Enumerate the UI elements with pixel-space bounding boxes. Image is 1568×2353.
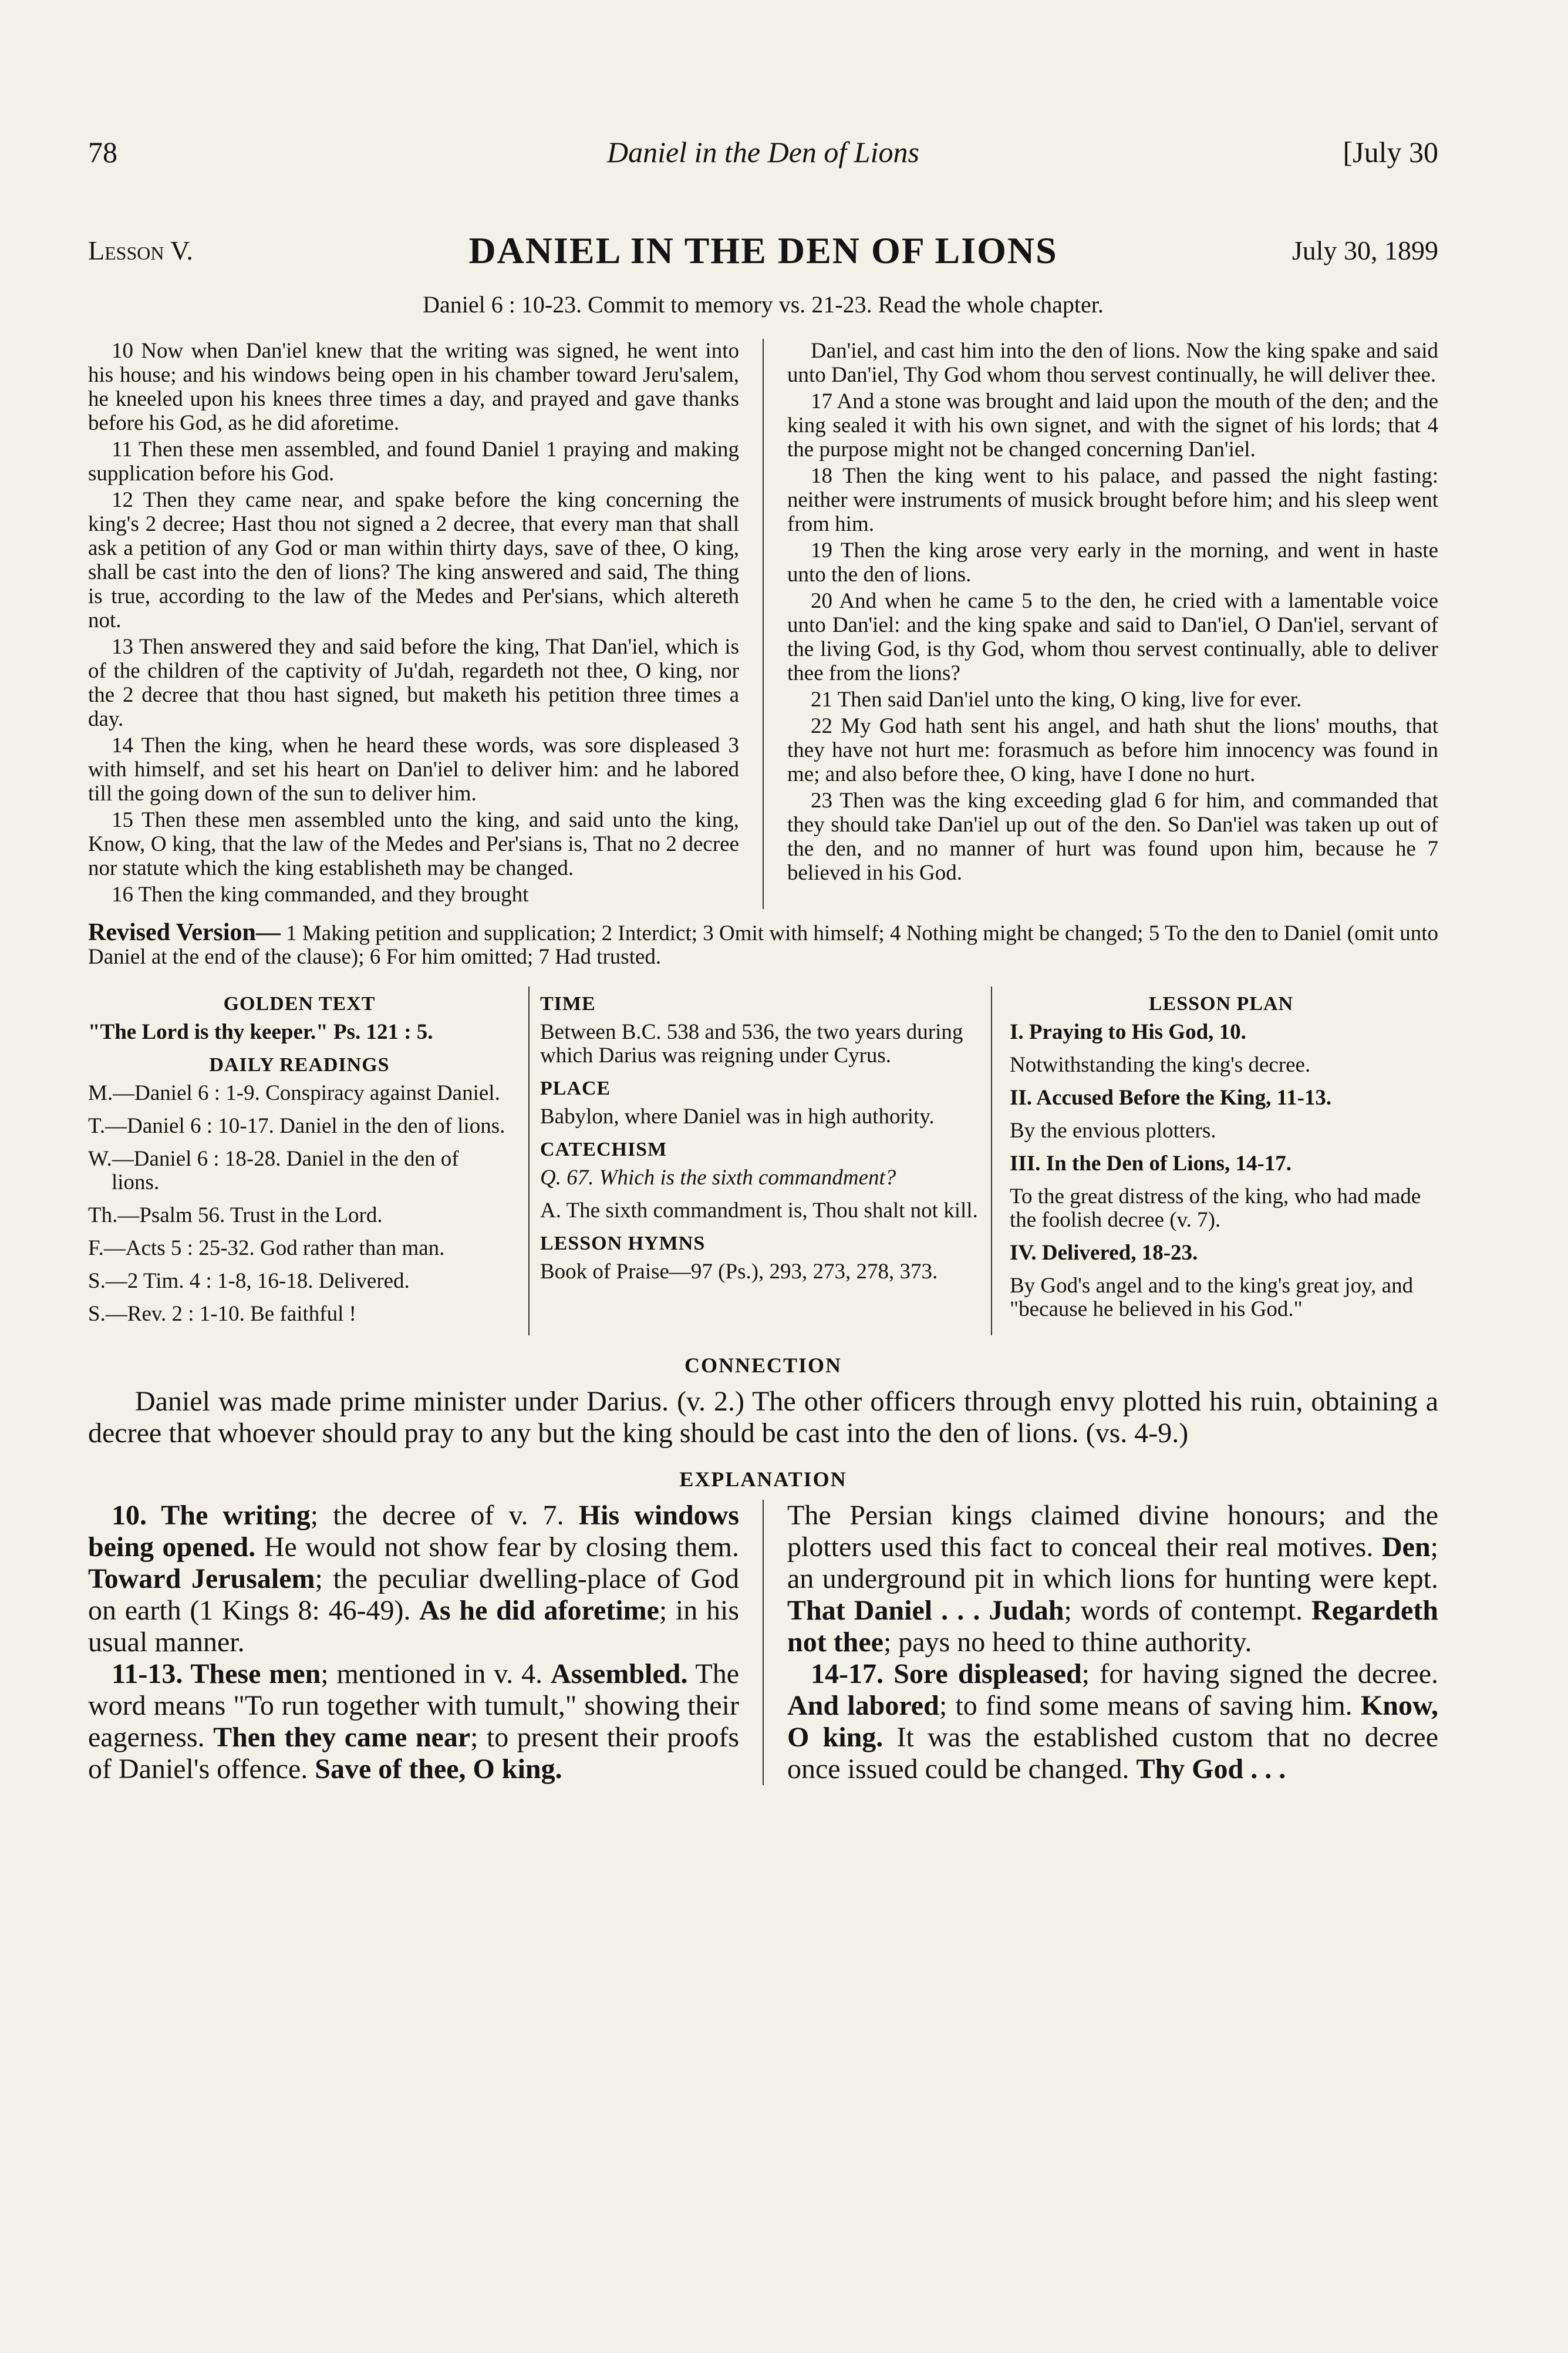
daily-reading: M.—Daniel 6 : 1-9. Conspiracy against Daniel. (88, 1081, 500, 1105)
verse: 16 Then the king commanded, and they brought (112, 883, 529, 907)
daily-reading: F.—Acts 5 : 25-32. God rather than man. (88, 1236, 445, 1260)
gloss: ; to find some means of saving him. (939, 1690, 1361, 1721)
verse: 17 And a stone was brought and laid upon the mouth of the den; and the king sealed it with his own signet, and with the signet of his lords; that 4 the purpose might not be changed concerning Dan'iel. (787, 389, 1438, 462)
golden-text-panel (88, 987, 511, 1335)
page-header (88, 117, 1438, 188)
term: 11-13. These men (112, 1658, 321, 1689)
lesson-label: Lesson V. (88, 235, 193, 265)
gloss: The Persian kings claimed divine honours; and the plotters used this fact to conceal their real motives. (787, 1500, 1438, 1563)
golden-text-heading: GOLDEN TEXT (223, 993, 376, 1015)
gloss: ; the decree of v. 7. (310, 1500, 579, 1531)
running-title: Daniel in the Den of Lions (607, 136, 919, 169)
revised-version-notes (88, 921, 1438, 969)
column-divider (763, 1500, 764, 1785)
term: Den (1381, 1531, 1431, 1563)
document-page (88, 117, 1438, 1785)
golden-text: "The Lord is thy keeper." Ps. 121 : 5. (88, 1020, 433, 1044)
plan-point-text: To the great distress of the king, who had made the foolish decree (v. 7). (1010, 1184, 1421, 1232)
explanation-paragraph (787, 1658, 1438, 1785)
place-heading: PLACE (540, 1078, 611, 1099)
lesson-plan-heading: LESSON PLAN (1148, 993, 1294, 1015)
gloss: ; pays no heed to thine authority. (883, 1627, 1252, 1658)
gloss: ; an underground pit in which lions for hunting were kept. (787, 1531, 1438, 1594)
verse: 22 My God hath sent his angel, and hath shut the lions' mouths, that they have not hurt me: forasmuch as before him innocency was found in me; and also before thee, O king, have I done no hurt. (787, 714, 1438, 786)
gloss: ; in his usual manner. (88, 1595, 740, 1658)
term: Regardeth not thee (787, 1595, 1438, 1658)
daily-reading: S.—Rev. 2 : 1-10. Be faithful ! (88, 1302, 356, 1326)
lesson-hymns-heading: LESSON HYMNS (540, 1233, 706, 1254)
explanation-paragraph (88, 1500, 739, 1658)
daily-reading: T.—Daniel 6 : 10-17. Daniel in the den of lions. (88, 1114, 505, 1138)
explanation-paragraph (88, 1658, 739, 1785)
gloss: ; words of contempt. (1064, 1595, 1312, 1626)
term: And labored (787, 1690, 939, 1721)
plan-point-text: By God's angel and to the king's great joy, and "because he believed in his God." (1010, 1274, 1414, 1321)
gloss: ; mentioned in v. 4. (321, 1658, 551, 1689)
gloss: He would not show fear by closing them. (255, 1531, 739, 1563)
daily-readings-heading: DAILY READINGS (209, 1054, 390, 1076)
lesson-helps (88, 987, 1438, 1335)
daily-reading: W.—Daniel 6 : 18-28. Daniel in the den of lions. (88, 1147, 459, 1194)
term: Toward Jerusalem (88, 1563, 315, 1594)
lesson-plan-panel (1010, 987, 1432, 1335)
explanation-left-column (88, 1500, 739, 1785)
plan-point-text: Notwithstanding the king's decree. (1010, 1053, 1311, 1077)
term: His windows being opened. (88, 1500, 740, 1563)
term: Thy God . . . (1136, 1753, 1286, 1785)
lesson-title-row (88, 223, 1438, 288)
verse: 14 Then the king, when he heard these words, was sore displeased 3 with himself, and set his heart on Dan'iel to deliver him: and he labored till the going down of the sun to deliver him. (88, 733, 739, 806)
verse: Dan'iel, and cast him into the den of lions. Now the king spake and said unto Dan'iel, Thy God whom thou servest continually, he will deliver thee. (787, 339, 1438, 387)
explanation-paragraph (787, 1500, 1438, 1658)
plan-point-heading: IV. Delivered, 18-23. (1010, 1241, 1198, 1265)
term: Assembled. (551, 1658, 688, 1689)
catechism-answer: A. The sixth commandment is, Thou shalt not kill. (540, 1199, 978, 1223)
explanation-text (88, 1500, 1438, 1785)
plan-point-heading: III. In the Den of Lions, 14-17. (1010, 1152, 1292, 1176)
verse: 23 Then was the king exceeding glad 6 for him, and commanded that they should take Dan'iel up out of the den. So Dan'iel was taken up out of the den, and no manner of hurt was found upon him, because he 7 believed in his God. (787, 789, 1438, 885)
catechism-question: Q. 67. Which is the sixth commandment? (540, 1166, 896, 1190)
explanation-heading: EXPLANATION (679, 1467, 847, 1491)
place-text: Babylon, where Daniel was in high authority. (540, 1105, 935, 1129)
term: 14-17. Sore displeased (811, 1658, 1082, 1689)
verse: 18 Then the king went to his palace, and passed the night fasting: neither were instruments of musick brought before him; and his sleep went from him. (787, 464, 1438, 536)
verse: 12 Then they came near, and spake before the king concerning the king's 2 decree; Hast thou not signed a 2 decree, that every man that shall ask a petition of any God or man within thirty days, save of thee, O king, shall be cast into the den of lions? The king answered and said, The thing is true, according to the law of the Medes and Per'sians, which altereth not. (88, 488, 739, 632)
page-number: 78 (88, 136, 117, 169)
verse: 21 Then said Dan'iel unto the king, O king, live for ever. (811, 688, 1302, 712)
term: As he did aforetime (419, 1595, 659, 1626)
verse: 19 Then the king arose very early in the morning, and went in haste unto the den of lions. (787, 538, 1438, 587)
verse: 15 Then these men assembled unto the king, and said unto the king, Know, O king, that the law of the Medes and Per'sians is, That no 2 decree nor statute which the king establisheth may be changed. (88, 808, 739, 880)
lesson-title: DANIEL IN THE DEN OF LIONS (468, 230, 1058, 271)
term: That Daniel . . . Judah (787, 1595, 1064, 1626)
term: Then they came near (213, 1722, 471, 1753)
verse: 13 Then answered they and said before the king, That Dan'iel, which is of the children of the captivity of Ju'dah, regardeth not thee, O king, nor the 2 decree that thou hast signed, but maketh his petition three times a day. (88, 635, 739, 731)
connection-heading: CONNECTION (684, 1354, 842, 1377)
connection-text: Daniel was made prime minister under Darius. (v. 2.) The other officers through envy plotted his ruin, obtaining a decree that whoever should pray to any but the king should be cast into the den of lions. (vs. 4-9.) (88, 1386, 1438, 1449)
column-divider (763, 339, 764, 909)
gloss: ; for having signed the decree. (1081, 1658, 1439, 1689)
gloss: ; to present their proofs of Daniel's offence. (88, 1722, 740, 1785)
plan-point-text: By the envious plotters. (1010, 1119, 1216, 1143)
header-date: [July 30 (1343, 136, 1438, 169)
verse: 11 Then these men assembled, and found Daniel 1 praying and making supplication before his God. (88, 437, 739, 486)
scripture-reference: Daniel 6 : 10-23. Commit to memory vs. 21-23. Read the whole chapter. (423, 291, 1104, 318)
term: 10. The writing (112, 1500, 311, 1531)
explanation-right-column (787, 1500, 1438, 1785)
gloss: ; the peculiar dwelling-place of God on earth (1 Kings 8: 46-49). (88, 1563, 739, 1626)
plan-point-heading: II. Accused Before the King, 11-13. (1010, 1086, 1332, 1110)
verse: 20 And when he came 5 to the den, he cried with a lamentable voice unto Dan'iel: and the king spake and said to Dan'iel, O Dan'iel, servant of the living God, is thy God, whom thou servest continually, able to deliver thee from the lions? (787, 589, 1438, 685)
scripture-text (88, 339, 1438, 909)
lesson-date: July 30, 1899 (1292, 235, 1438, 265)
lesson-hymns-text: Book of Praise—97 (Ps.), 293, 273, 278, 373. (540, 1260, 938, 1284)
daily-reading: S.—2 Tim. 4 : 1-8, 16-18. Delivered. (88, 1269, 410, 1293)
time-text: Between B.C. 538 and 536, the two years during which Darius was reigning under Cyrus. (540, 1020, 963, 1068)
scripture-left-column (88, 339, 739, 909)
term: Know, O king. (787, 1690, 1438, 1753)
catechism-heading: CATECHISM (540, 1139, 667, 1160)
gloss: It was the established custom that no decree once issued could be changed. (787, 1722, 1438, 1785)
gloss: The word means "To run together with tumult," showing their eagerness. (88, 1658, 740, 1753)
daily-reading: Th.—Psalm 56. Trust in the Lord. (88, 1203, 383, 1227)
plan-point-heading: I. Praying to His God, 10. (1010, 1020, 1246, 1044)
term: Save of thee, O king. (315, 1753, 562, 1785)
verse: 10 Now when Dan'iel knew that the writing was signed, he went into his house; and his windows being open in his chamber toward Jeru'salem, he kneeled upon his knees three times a day, and prayed and gave thanks before his God, as he did aforetime. (88, 339, 739, 435)
time-place-panel (528, 987, 992, 1335)
time-heading: TIME (540, 993, 596, 1015)
revised-version-label: Revised Version— (88, 919, 281, 946)
revised-version-text: 1 Making petition and supplication; 2 Interdict; 3 Omit with himself; 4 Nothing might be changed; 5 To the den to Daniel (omit unto Daniel at the end of the clause); 6 For him omitted; 7 Had trusted. (88, 921, 1438, 969)
scripture-right-column (787, 339, 1438, 909)
